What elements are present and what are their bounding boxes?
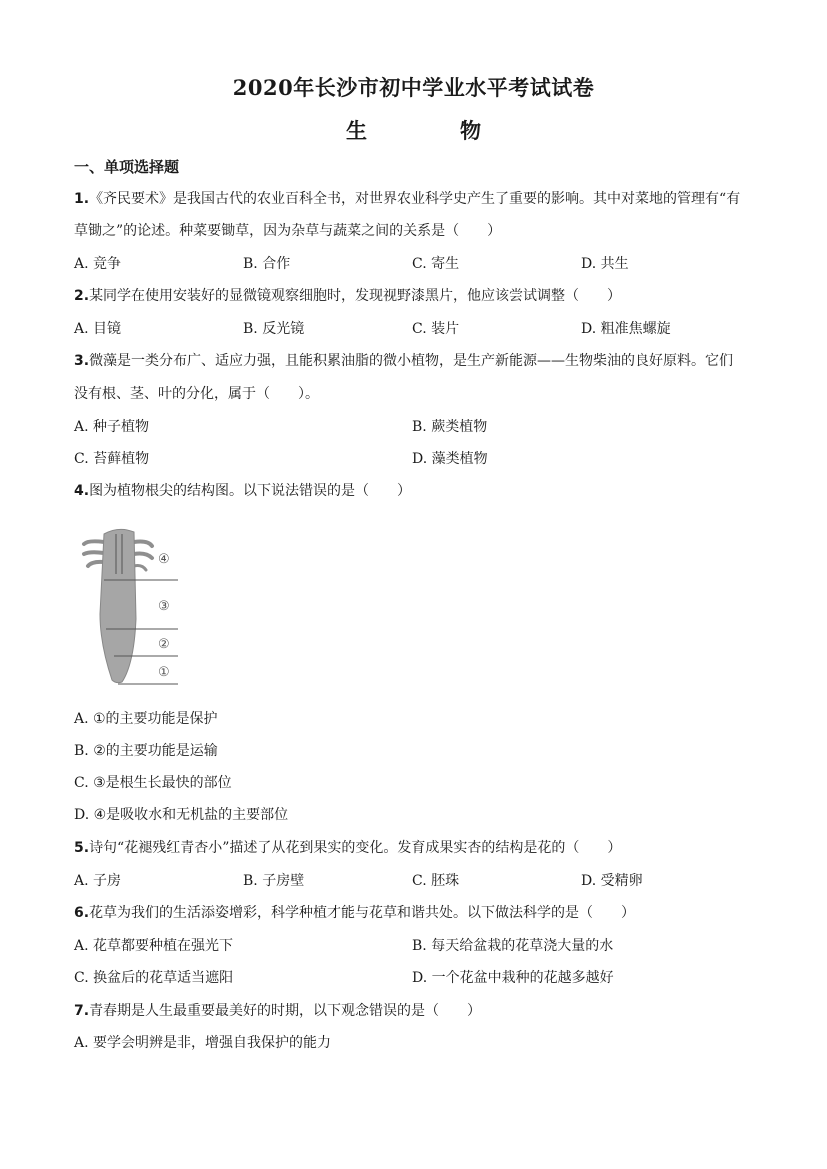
exam-title: 2020年长沙市初中学业水平考试试卷 [232,75,595,100]
question-2-option-c[interactable]: C. 装片 [412,321,460,337]
question-3-option-a[interactable]: A. 种子植物 [74,419,150,435]
question-4-line-1: 4.图为植物根尖的结构图。以下说法错误的是（ ） [74,483,412,499]
question-6-option-b[interactable]: B. 每天给盆栽的花草浇大量的水 [412,938,614,954]
subject-char-2: 物 [460,118,481,143]
subject-char-1: 生 [346,118,367,143]
label-4: ④ [158,552,170,567]
question-7-line-1: 7.青春期是人生最重要最美好的时期，以下观念错误的是（ ） [74,1003,482,1019]
question-3-option-d[interactable]: D. 藻类植物 [412,451,488,467]
question-4-option-c[interactable]: C. ③是根生长最快的部位 [74,775,232,791]
question-1-line-1: 1.《齐民要术》是我国古代的农业百科全书，对世界农业科学史产生了重要的影响。其中对菜地的管理有“有 [74,191,741,207]
question-5-option-c[interactable]: C. 胚珠 [412,873,460,889]
question-2-option-a[interactable]: A. 目镜 [74,321,122,337]
question-2-option-b[interactable]: B. 反光镜 [243,321,305,337]
question-5-option-a[interactable]: A. 子房 [74,873,122,889]
question-4-option-b[interactable]: B. ②的主要功能是运输 [74,743,218,759]
question-3-option-c[interactable]: C. 苔藓植物 [74,451,150,467]
section-heading: 一、单项选择题 [74,158,180,176]
question-7-option-a[interactable]: A. 要学会明辨是非，增强自我保护的能力 [74,1035,332,1051]
root-tip-illustration [74,524,184,694]
question-6-option-d[interactable]: D. 一个花盆中栽种的花越多越好 [412,970,614,986]
question-1-option-d[interactable]: D. 共生 [581,256,629,272]
question-1-option-b[interactable]: B. 合作 [243,256,291,272]
question-1-line-2: 草锄之”的论述。种菜要锄草，因为杂草与蔬菜之间的关系是（ ） [74,223,502,239]
label-1: ① [158,665,170,680]
question-5-option-b[interactable]: B. 子房壁 [243,873,305,889]
question-6-option-a[interactable]: A. 花草都要种植在强光下 [74,938,234,954]
question-2-option-d[interactable]: D. 粗准焦螺旋 [581,321,671,337]
question-6-option-c[interactable]: C. 换盆后的花草适当遮阳 [74,970,234,986]
question-2-line-1: 2.某同学在使用安装好的显微镜观察细胞时，发现视野漆黑片，他应该尝试调整（ ） [74,288,622,304]
question-3-line-2: 没有根、茎、叶的分化，属于（ ）。 [74,386,319,402]
question-3-option-b[interactable]: B. 蕨类植物 [412,419,488,435]
label-2: ② [158,637,170,652]
question-6-line-1: 6.花草为我们的生活添姿增彩，科学种植才能与花草和谐共处。以下做法科学的是（ ） [74,905,636,921]
question-1-option-c[interactable]: C. 寄生 [412,256,460,272]
question-5-option-d[interactable]: D. 受精卵 [581,873,643,889]
question-5-line-1: 5.诗句“花褪残红青杏小”描述了从花到果实的变化。发育成果实杏的结构是花的（ ） [74,840,622,856]
question-1-option-a[interactable]: A. 竞争 [74,256,122,272]
root-tip-diagram [74,524,184,694]
question-4-option-a[interactable]: A. ①的主要功能是保护 [74,711,218,727]
label-3: ③ [158,599,170,614]
question-4-option-d[interactable]: D. ④是吸收水和无机盐的主要部位 [74,807,289,823]
question-3-line-1: 3.微藻是一类分布广、适应力强，且能积累油脂的微小植物，是生产新能源——生物柴油的良好原料。它们 [74,353,734,369]
